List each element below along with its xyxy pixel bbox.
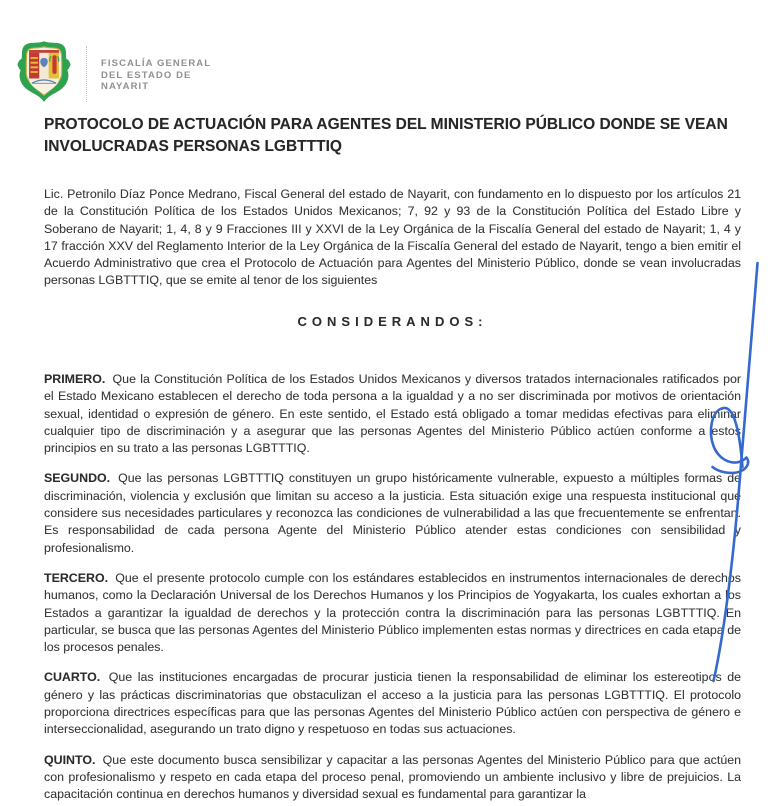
paragraph-text: Que la Constitución Política de los Estados Unidos Mexicanos y diversos tratados internacionales ratificados por el Estado Mexicano establecen el derecho de toda persona a la igualdad y a no ser discriminada por motivos de orientación sexual, identidad o expresión de género. En este sentido, el Estado está obligado a tomar medidas efectivas para eliminar cualquier tipo de discriminación y a asegurar que las personas Agentes del Ministerio Público actúen conforme a estos principios en su trato a las personas LGBTTTIQ. [44, 372, 742, 456]
paragraph-segundo [44, 470, 741, 556]
paragraph-label: QUINTO. [44, 752, 96, 767]
paragraph-text: Que las personas LGBTTTIQ constituyen un grupo históricamente vulnerable, expuesto a múltiples formas de discriminación, violencia y exclusión que limitan su acceso a la justicia. Esta situación exige una respuesta institucional que considere sus necesidades particulares y reconozca las condiciones de vulnerabilidad a las que frecuentemente se enfrentan. Es responsabilidad de cada persona Agente del Ministerio Público atender estas condiciones con sensibilidad y profesionalismo. [44, 471, 741, 555]
paragraph-cuarto [44, 669, 741, 738]
header-divider [86, 46, 87, 102]
nayarit-coat-of-arms-icon [16, 38, 72, 106]
org-name-line-3: NAYARIT [101, 81, 150, 92]
paragraph-label: TERCERO. [44, 570, 109, 585]
paragraph-text: Que las instituciones encargadas de procurar justicia tienen la responsabilidad de eliminar los estereotipos de género y las prácticas discriminatorias que obstaculizan el acceso a la justicia para las personas LGBTTTIQ. El protocolo proporciona directrices específicas para que las personas Agentes del Ministerio Público actúen con perspectiva de género e interseccionalidad, asegurando un trato digno y respetuoso en todas sus actuaciones. [44, 670, 741, 737]
paragraph-label: PRIMERO. [44, 372, 106, 386]
paragraph-label: CUARTO. [44, 670, 101, 685]
org-name-line-2: DEL ESTADO DE [101, 69, 192, 81]
org-name [101, 58, 211, 93]
intro-paragraph: Lic. Petronilo Díaz Ponce Medrano, Fiscal General del estado de Nayarit, con fundamento en lo dispuesto por los artículos 21 de la Constitución Política de los Estados Unidos Mexicanos; 7, 92 y 93 de la Constitución Política del Estado Libre y Soberano de Nayarit; 1, 4, 8 y 9 Fracciones III y XXVI de la Ley Orgánica de la Fiscalía General del estado de Nayarit; 1, 4 y 17 fracción XXV del Reglamento Interior de la Ley Orgánica de la Fiscalía General del estado de Nayarit, tengo a bien emitir el Acuerdo Administrativo que crea el Protocolo de Actuación para Agentes del Ministerio Público, donde se vean involucradas personas LGBTTTIQ, que se emite al tenor de los siguientes [44, 187, 741, 288]
paragraph-text: Que este documento busca sensibilizar y capacitar a las personas Agentes del Ministerio Público para que actúen con profesionalismo y respeto en cada etapa del proceso penal, promoviendo un ambiente inclusivo y libre de prejuicios. La capacitación continua en derechos humanos y diversidad sexual es fundamental para garantizar la [44, 752, 741, 802]
org-name-line-1: FISCALÍA GENERAL [101, 58, 212, 69]
letterhead [16, 38, 211, 106]
paragraph-tercero [44, 570, 741, 656]
document-title: PROTOCOLO DE ACTUACIÓN PARA AGENTES DEL MINISTERIO PÚBLICO DONDE SE VEAN INVOLUCRADAS PERSONAS LGBTTTIQ [44, 116, 728, 155]
considerandos-body [44, 371, 741, 806]
paragraph-label: SEGUNDO. [44, 471, 111, 486]
paragraph-primero [44, 371, 741, 457]
section-heading-considerandos: CONSIDERANDOS: [297, 314, 488, 329]
paragraph-quinto [44, 752, 741, 804]
handwritten-pen-mark [680, 250, 784, 690]
paragraph-text: Que el presente protocolo cumple con los estándares establecidos en instrumentos internacionales de derechos humanos, como la Declaración Universal de los Derechos Humanos y los Principios de Yogyakarta, los cuales exhortan a los Estados a garantizar la igualdad de derechos y la protección contra la discriminación para las personas LGBTTTIQ. En particular, se busca que las personas Agentes del Ministerio Público implementen estas normas y directrices en cada etapa de los procesos penales. [44, 570, 741, 655]
